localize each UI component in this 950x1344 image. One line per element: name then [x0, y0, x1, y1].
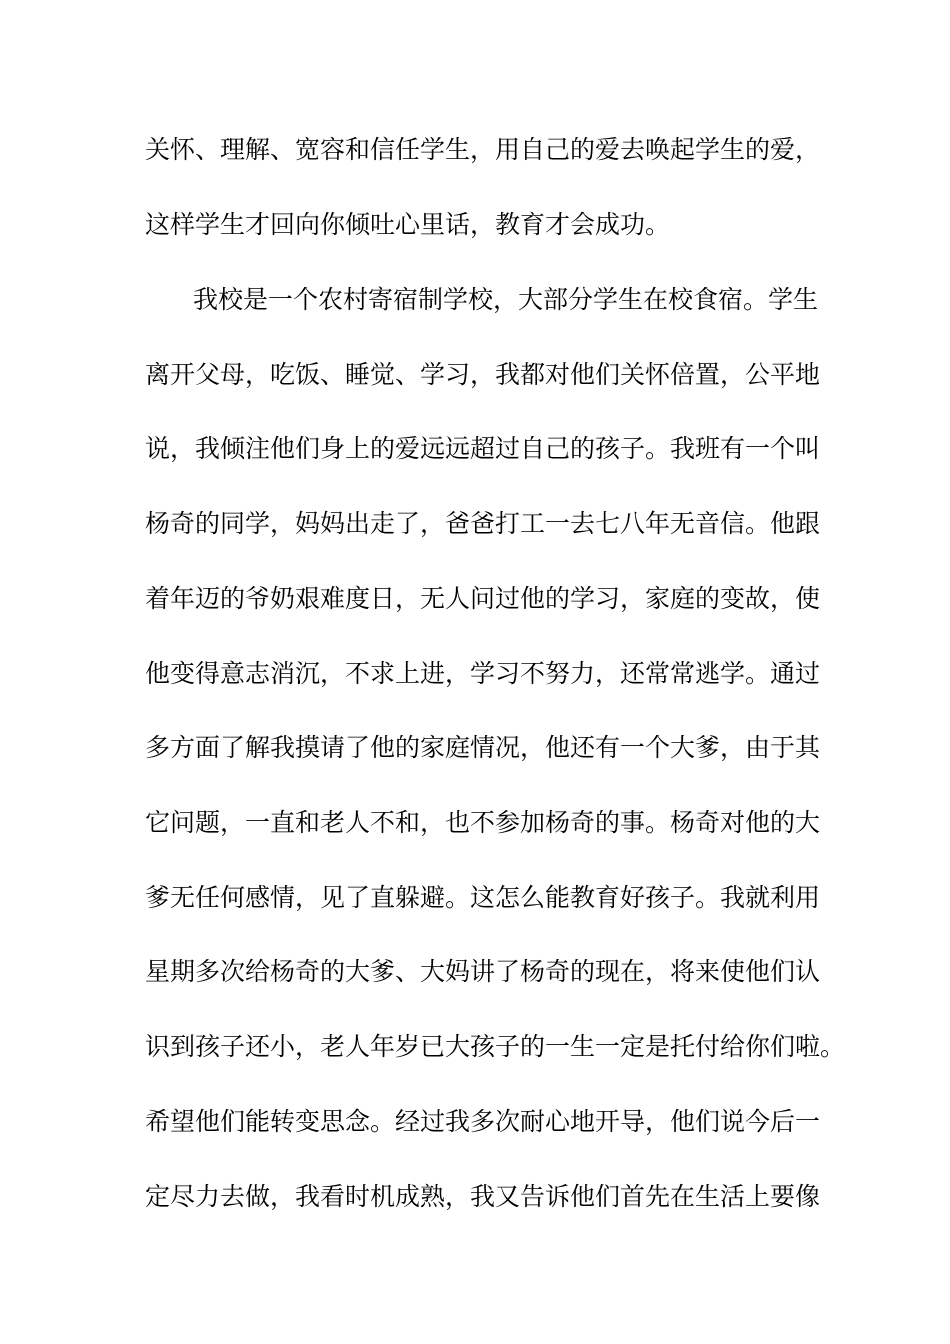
text-line: 识到孩子还小，老人年岁已大孩子的一生一定是托付给你们啦。: [145, 1032, 846, 1061]
text-line: 多方面了解我摸请了他的家庭情况，他还有一个大爹，由于其: [145, 733, 821, 762]
text-line: 说，我倾注他们身上的爱远远超过自己的孩子。我班有一个叫: [145, 434, 821, 463]
text-line: 关怀、理解、宽容和信任学生，用自己的爱去唤起学生的爱，: [145, 135, 821, 164]
text-line: 离开父母，吃饭、睡觉、学习，我都对他们关怀倍置，公平地: [145, 360, 821, 389]
text-line: 着年迈的爷奶艰难度日，无人问过他的学习，家庭的变故，使: [145, 584, 821, 613]
text-line: 他变得意志消沉，不求上进，学习不努力，还常常逃学。通过: [145, 659, 821, 688]
text-line: 定尽力去做，我看时机成熟，我又告诉他们首先在生活上要像: [145, 1182, 821, 1211]
paragraph-first-line: 我校是一个农村寄宿制学校，大部分学生在校食宿。学生: [193, 285, 819, 314]
text-line: 这样学生才回向你倾吐心里话，教育才会成功。: [145, 210, 671, 239]
text-line: 希望他们能转变思念。经过我多次耐心地开导，他们说今后一: [145, 1107, 821, 1136]
text-line: 星期多次给杨奇的大爹、大妈讲了杨奇的现在，将来使他们认: [145, 957, 821, 986]
text-line: 杨奇的同学，妈妈出走了，爸爸打工一去七八年无音信。他跟: [145, 509, 821, 538]
text-line: 它问题，一直和老人不和，也不参加杨奇的事。杨奇对他的大: [145, 808, 821, 837]
text-line: 爹无任何感情，见了直躲避。这怎么能教育好孩子。我就利用: [145, 883, 821, 912]
